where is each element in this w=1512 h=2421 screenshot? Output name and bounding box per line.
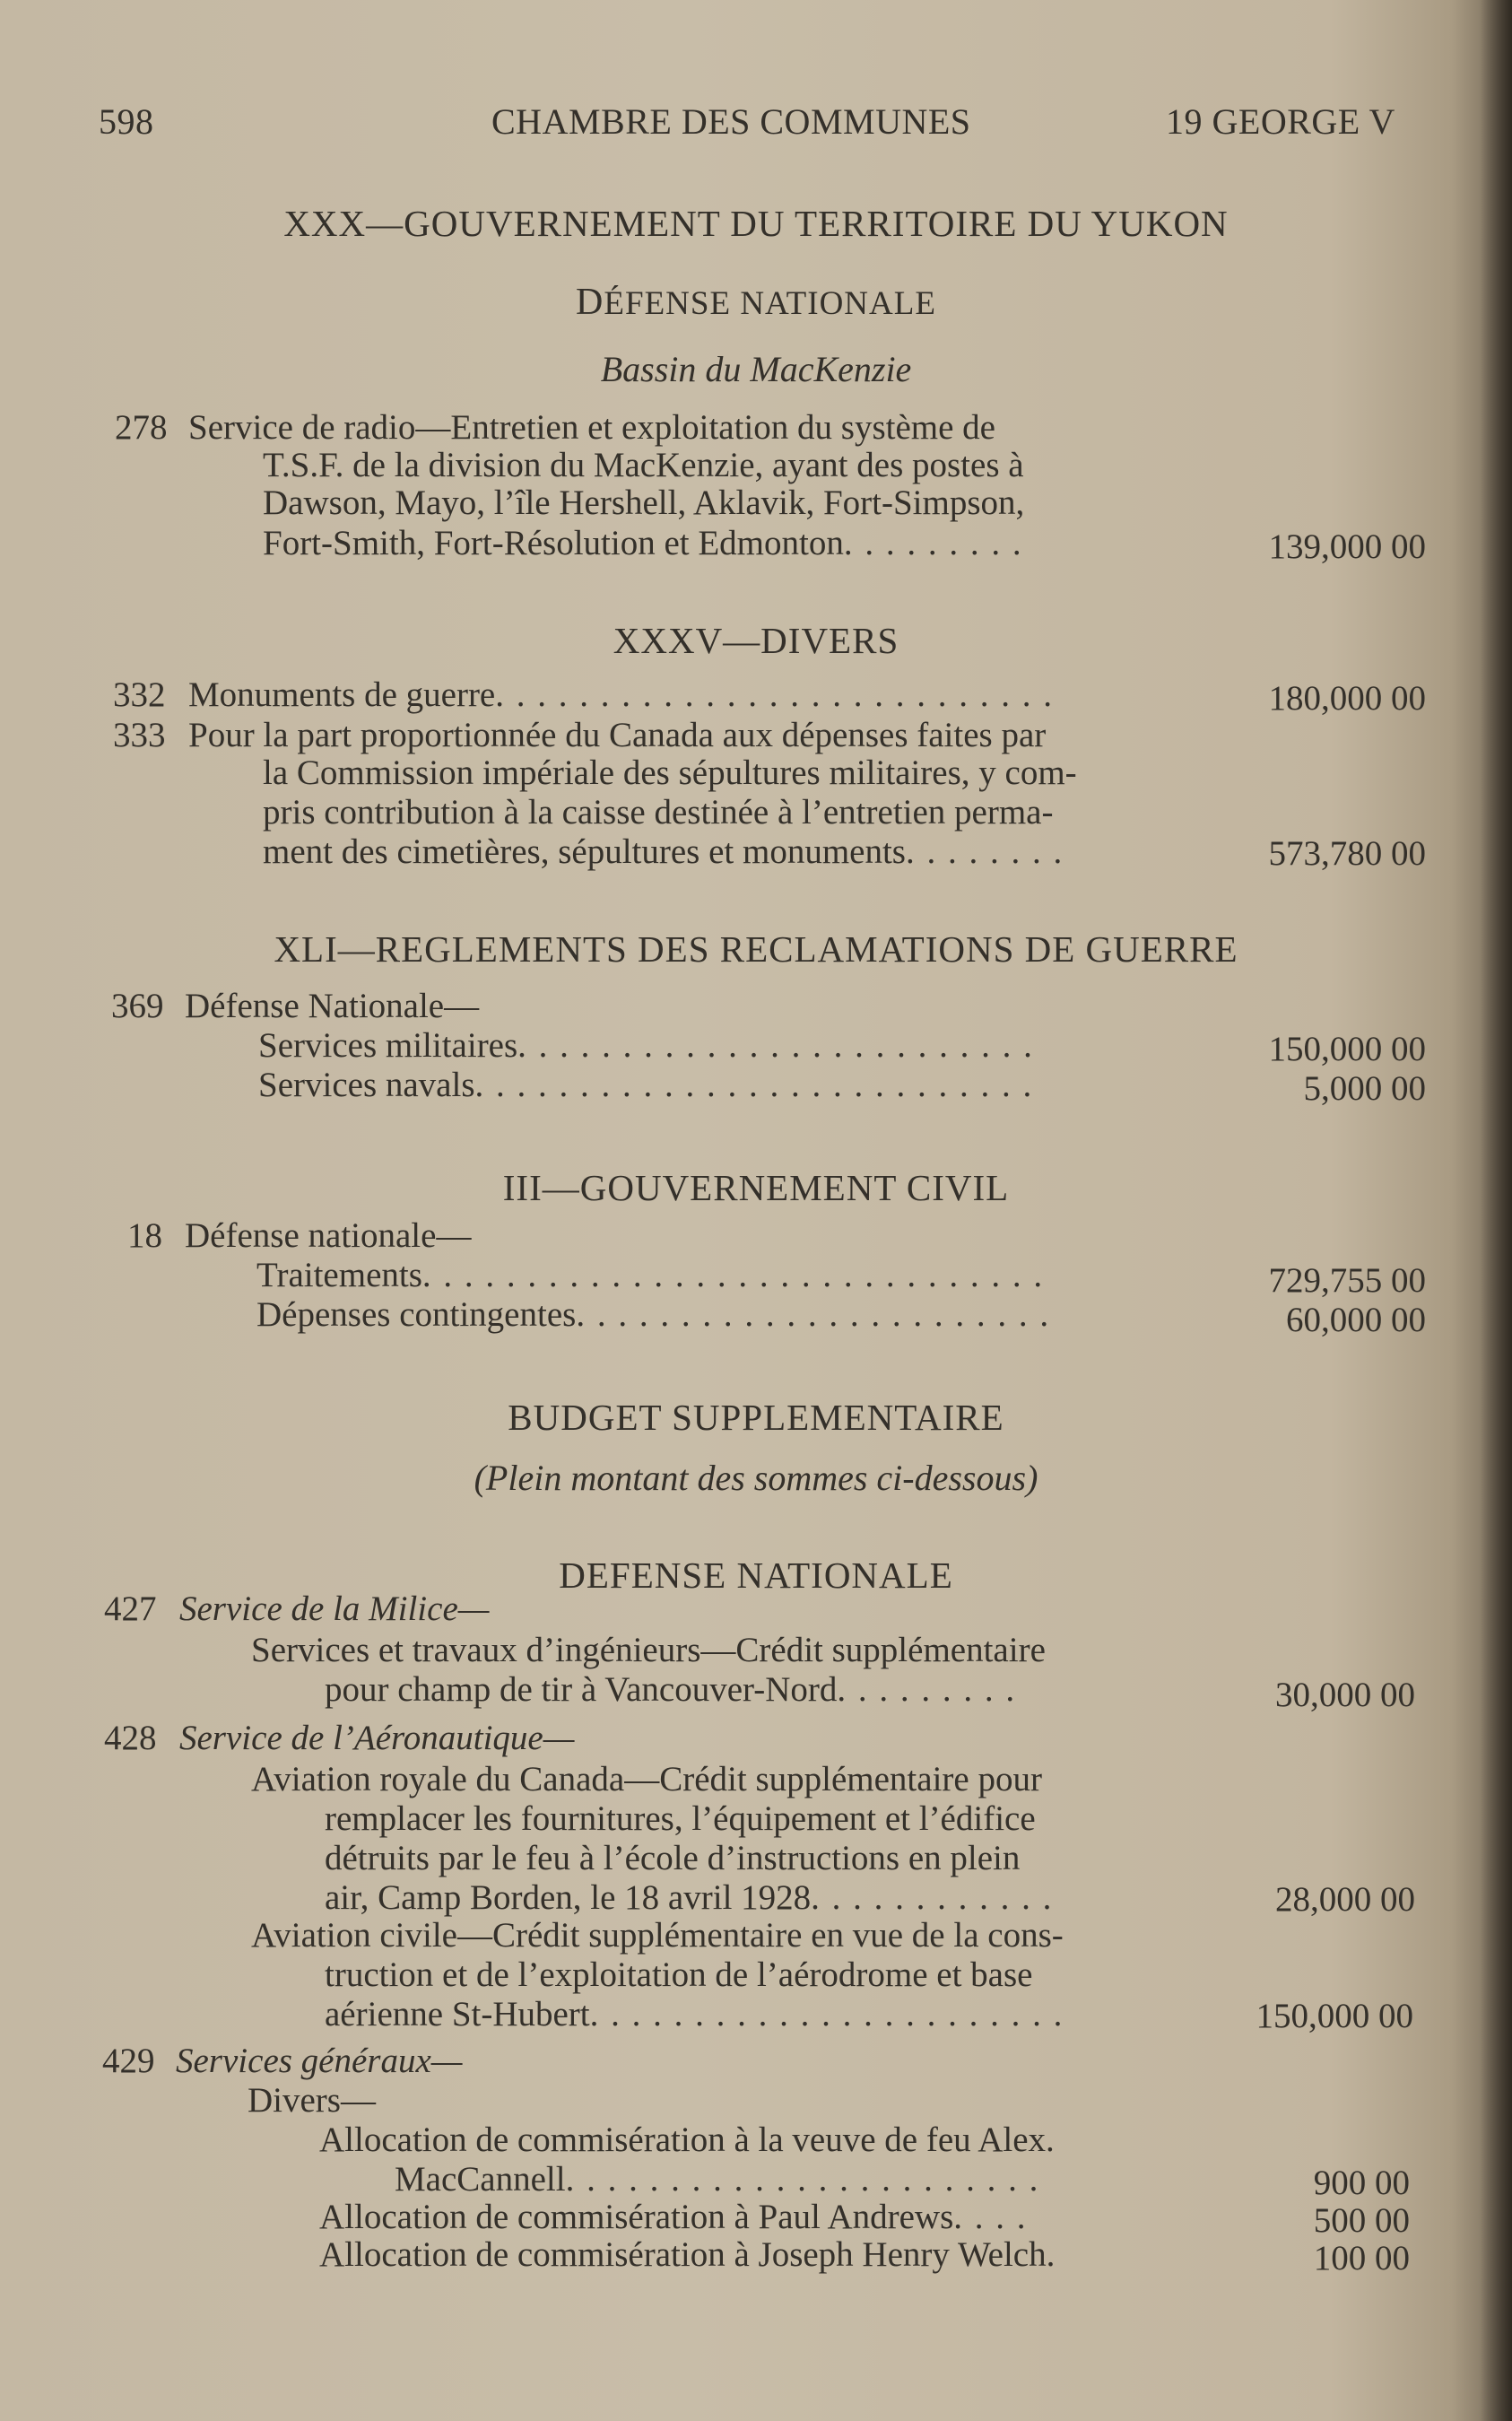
section-title-civil: III—GOUVERNEMENT CIVIL — [502, 1167, 1010, 1208]
leader-dots: . . . . . . . . . . . . . . . . . . . . . . . . . . . — [474, 1066, 1034, 1104]
item-number: 428 — [104, 1719, 157, 1757]
item-text: pour champ de tir à Vancouver-Nord — [325, 1670, 838, 1709]
subsubtitle-mackenzie: Bassin du MacKenzie — [600, 349, 912, 389]
amount: 729,755 00 — [1268, 1261, 1426, 1300]
amount: 500 00 — [1313, 2201, 1410, 2240]
item-heading: Défense Nationale— — [185, 987, 480, 1025]
item-number: 332 — [113, 675, 166, 714]
item-text: Monuments de guerre — [188, 675, 496, 714]
item-text: MacCannell — [395, 2160, 566, 2199]
item-text-line — [256, 1297, 1050, 1332]
amount: 150,000 00 — [1256, 1997, 1413, 2035]
item-text-line: Services et travaux d’ingénieurs—Crédit supplémentaire — [251, 1631, 1046, 1669]
regnal-year: 19 GEORGE V — [1166, 101, 1395, 142]
subtitle-initial: D — [576, 282, 604, 323]
leader-dots: . . . . . . . . . . . . . . . . . . . . . . . . . . . . . . — [421, 1256, 1045, 1294]
item-text-line — [263, 526, 1023, 561]
amount: 100 00 — [1313, 2239, 1410, 2277]
item-text-line — [325, 1997, 1064, 2032]
item-heading: Service de l’Aéronautique— — [179, 1719, 575, 1757]
item-number: 333 — [113, 716, 166, 754]
item-text: Services militaires — [258, 1026, 518, 1065]
leader-dots: . . . . . . . . . . . . . . . . . . . . . . . . . — [517, 1026, 1034, 1065]
item-text: Allocation de commisération à Paul Andrews — [319, 2198, 954, 2236]
leader-dots: . . . . . . . . . . . . . . . . . . . . . . . — [565, 2160, 1040, 2199]
amount: 5,000 00 — [1303, 1069, 1426, 1108]
leader-dots: . . . . . . . . . . . . . . . . . . . . . . . — [589, 1995, 1064, 2033]
item-text-line — [325, 1880, 1053, 1915]
page-number: 598 — [99, 101, 154, 142]
item-text-line — [256, 1258, 1044, 1293]
item-text-line: Aviation civile—Crédit supplémentaire en vue de la cons- — [251, 1916, 1064, 1955]
item-subheading: Divers— — [248, 2081, 376, 2120]
item-text-line — [325, 1672, 1016, 1707]
amount: 139,000 00 — [1268, 527, 1426, 566]
amount: 573,780 00 — [1268, 834, 1426, 873]
amount: 150,000 00 — [1268, 1030, 1426, 1068]
amount: 28,000 00 — [1275, 1880, 1415, 1919]
item-text: air, Camp Borden, le 18 avril 1928 — [325, 1878, 812, 1917]
item-text-line: Allocation de commisération à la veuve de feu Alex. — [319, 2121, 1055, 2159]
amount: 30,000 00 — [1275, 1676, 1415, 1714]
item-text-line — [258, 1067, 1033, 1102]
budget-heading: DEFENSE NATIONALE — [559, 1554, 953, 1596]
item-text-line: remplacer les fournitures, l’équipement et l’édifice — [325, 1799, 1036, 1838]
item-text: Fort-Smith, Fort-Résolution et Edmonton — [263, 524, 844, 562]
running-title: CHAMBRE DES COMMUNES — [491, 101, 971, 142]
item-text-line: Dawson, Mayo, l’île Hershell, Aklavik, Fort-Simpson, — [263, 483, 1025, 522]
item-heading: Défense nationale— — [185, 1216, 472, 1255]
section-title-divers: XXXV—DIVERS — [613, 620, 899, 661]
amount: 900 00 — [1313, 2164, 1410, 2202]
item-text: ment des cimetières, sépultures et monuments — [263, 832, 906, 871]
subtitle-defense-nationale — [0, 281, 1512, 324]
item-text-line: Allocation de commisération à Joseph Henry Welch. — [319, 2235, 1056, 2274]
section-title-yukon: XXX—GOUVERNEMENT DU TERRITOIRE DU YUKON — [283, 203, 1229, 244]
item-number: 18 — [127, 1216, 162, 1255]
section-title-budget: BUDGET SUPPLEMENTAIRE — [508, 1397, 1004, 1438]
item-text-line — [188, 677, 1054, 712]
section-title-reclamations: XLI—REGLEMENTS DES RECLAMATIONS DE GUERRE — [274, 928, 1238, 970]
item-number: 429 — [102, 2042, 155, 2080]
leader-dots: . . . . . . . . . — [843, 524, 1023, 562]
item-text-line: Pour la part proportionnée du Canada aux dépenses faites par — [188, 716, 1047, 754]
item-heading: Service de la Milice— — [179, 1589, 490, 1628]
item-text-line: détruits par le feu à l’école d’instructions en plein — [325, 1839, 1021, 1877]
item-text-line — [395, 2162, 1039, 2197]
item-text-line: pris contribution à la caisse destinée à l’entretien perma- — [263, 793, 1054, 832]
subtitle-rest: ÉFENSE NATIONALE — [604, 285, 936, 322]
item-text-line: la Commission impériale des sépultures militaires, y com- — [263, 753, 1077, 792]
item-number: 369 — [111, 987, 164, 1025]
item-text-line: truction et de l’exploitation de l’aérodrome et base — [325, 1955, 1033, 1994]
amount: 60,000 00 — [1286, 1301, 1426, 1339]
item-text: aérienne St-Hubert — [325, 1995, 590, 2033]
item-text-line — [258, 1028, 1034, 1063]
item-text-line: Aviation royale du Canada—Crédit supplémentaire pour — [251, 1760, 1042, 1798]
item-text-line: Service de radio—Entretien et exploitation du système de — [188, 408, 995, 447]
item-number: 427 — [104, 1589, 157, 1628]
item-text: Traitements — [256, 1256, 422, 1294]
leader-dots: . . . . . . . . . . . . . . . . . . . . . . . — [576, 1295, 1051, 1334]
leader-dots: . . . . . . . . — [906, 832, 1064, 871]
item-text-line — [319, 2199, 1028, 2234]
item-text: Services navals — [258, 1066, 475, 1104]
leader-dots: . . . . . . . . . . . . . . . . . . . . . . . . . . . — [495, 675, 1054, 714]
item-text-line — [263, 834, 1064, 869]
item-number: 278 — [115, 408, 168, 447]
item-heading: Services généraux— — [176, 2042, 463, 2080]
leader-dots: . . . . — [953, 2198, 1028, 2236]
amount: 180,000 00 — [1268, 679, 1426, 718]
leader-dots: . . . . . . . . . . . . — [811, 1878, 1054, 1917]
item-text-line: T.S.F. de la division du MacKenzie, ayant des postes à — [263, 446, 1024, 484]
item-text: Dépenses contingentes — [256, 1295, 577, 1334]
leader-dots: . . . . . . . . . — [837, 1670, 1017, 1709]
budget-subtitle: (Plein montant des sommes ci-dessous) — [474, 1458, 1038, 1498]
